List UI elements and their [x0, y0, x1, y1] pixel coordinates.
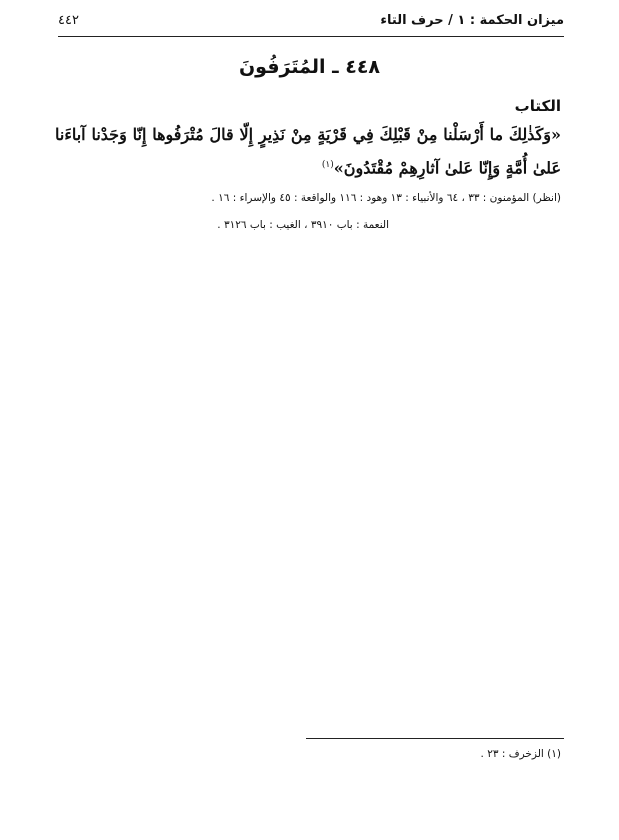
page-number: ٤٤٢ — [58, 13, 79, 28]
footnote-divider — [306, 738, 564, 739]
section-heading: الكتاب — [514, 97, 561, 115]
footnote: (١) الزخرف : ٢٣ . — [480, 748, 561, 760]
book-title: ميزان الحكمة : ١ / حرف التاء — [380, 13, 564, 28]
chapter-title: ٤٤٨ ـ المُتَرَفُونَ — [238, 56, 381, 78]
quran-verse — [55, 120, 561, 183]
verse-text: «وَكَذٰلِكَ ما أَرْسَلْنا مِنْ قَبْلِكَ فِي قَرْيَةٍ مِنْ نَذِيرٍ إِلّا قالَ مُتْرَفُوها إِنّا وَجَدْنا آباءَنا عَلىٰ أُمَّةٍ وَإِنّا عَلىٰ آثارِهِمْ مُقْتَدُونَ» — [55, 125, 561, 178]
cross-reference: (انظر) المؤمنون : ٣٣ ، ٦٤ والأنبياء : ١٣ وهود : ١١٦ والواقعة : ٤٥ والإسراء : ١٦ . — [211, 192, 561, 204]
footnote-marker: (١) — [321, 160, 334, 170]
running-header — [58, 10, 564, 37]
related-topics: النعمة : باب ٣٩١٠ ، الغيب : باب ٣١٢٦ . — [217, 219, 389, 231]
